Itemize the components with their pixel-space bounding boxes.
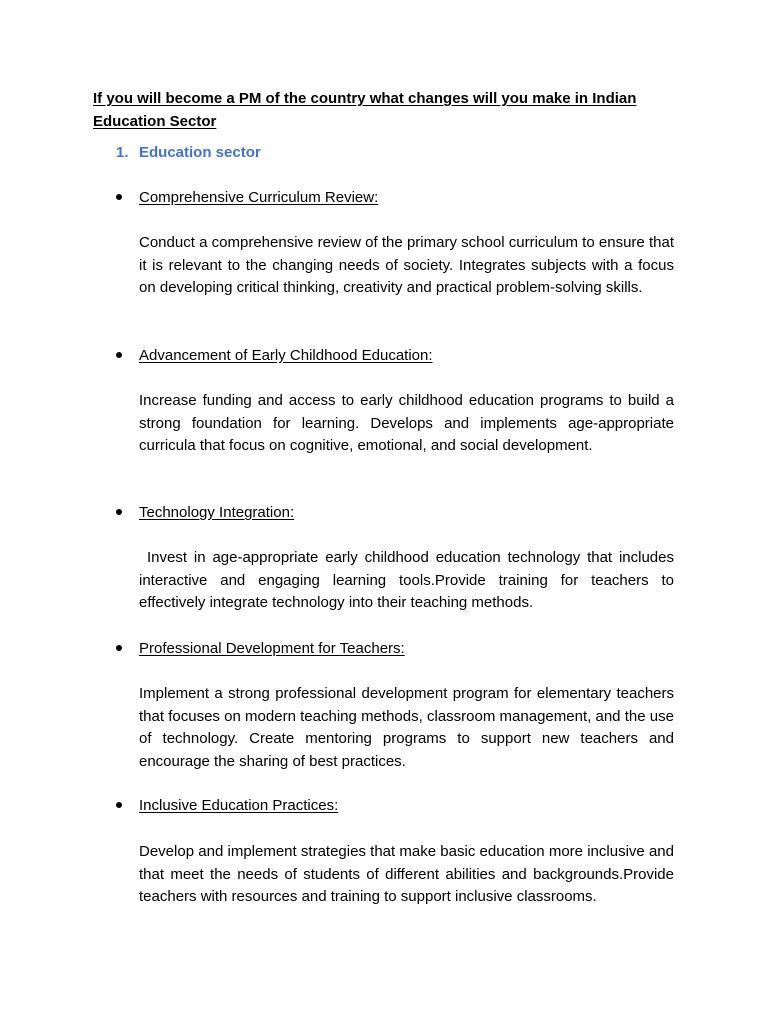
bullet-icon	[116, 802, 122, 808]
bullet-icon	[116, 645, 122, 651]
item-label: Inclusive Education Practices:	[139, 797, 339, 814]
item-paragraph: Conduct a comprehensive review of the primary school curriculum to ensure that it is relevant to the changing needs of society. Integrates subjects with a focus on developing critical thinking, creativity and practical problem-solving skills.	[139, 234, 674, 296]
bullet-icon	[116, 194, 122, 200]
bullet-icon	[116, 352, 122, 358]
item-paragraph: Invest in age-appropriate early childhood education technology that includes interactive and engaging learning tools.Provide training for teachers to effectively integrate technology into their teaching methods.	[139, 549, 674, 611]
item-label: Professional Development for Teachers:	[139, 640, 405, 657]
list-item	[116, 502, 294, 524]
item-paragraph: Implement a strong professional development program for elementary teachers that focuses on modern teaching methods, classroom management, and the use of technology. Create mentoring programs to support new teachers and encourage the sharing of best practices.	[139, 685, 674, 770]
bullet-icon	[116, 509, 122, 515]
list-item	[116, 638, 405, 660]
item-label: Comprehensive Curriculum Review:	[139, 189, 379, 206]
item-label: Advancement of Early Childhood Education:	[139, 347, 433, 364]
item-label: Technology Integration:	[139, 504, 295, 521]
list-item	[116, 345, 433, 367]
list-item	[116, 795, 338, 817]
list-item	[116, 187, 378, 209]
item-paragraph: Develop and implement strategies that make basic education more inclusive and that meet the needs of students of different abilities and backgrounds.Provide teachers with resources and training to support inclusive classrooms.	[139, 843, 674, 905]
section-heading	[116, 142, 261, 164]
document-title: If you will become a PM of the country what changes will you make in Indian Education Sector	[93, 90, 637, 130]
section-number: 1.	[116, 144, 129, 161]
item-paragraph: Increase funding and access to early childhood education programs to build a strong foundation for learning. Develops and implements age-appropriate curricula that focus on cognitive, emotional, and social development.	[139, 392, 674, 454]
section-heading-text: Education sector	[139, 144, 261, 161]
